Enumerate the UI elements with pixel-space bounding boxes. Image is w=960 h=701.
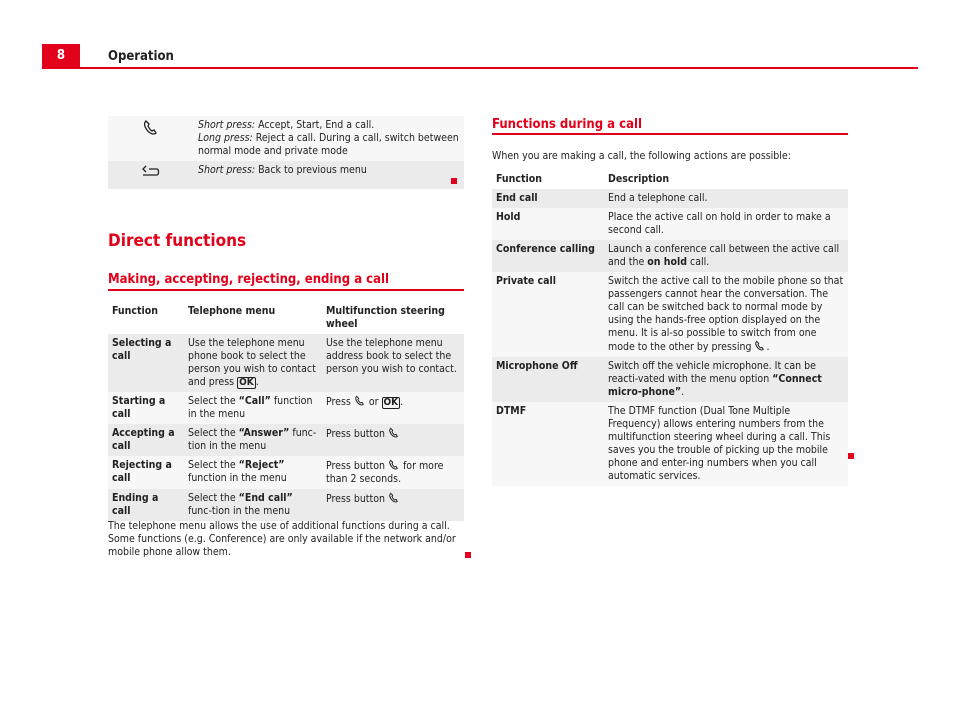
long-press-label: Long press: <box>198 132 253 144</box>
long-press-text: Reject a call. During a call, switch between normal mode and private mode <box>198 132 459 157</box>
table-row <box>108 456 464 489</box>
desc-cell: The DTMF function (Dual Tone Multiple Frequency) allows entering numbers from the multifunction steering wheel during a call. This saves you the trouble of picking up the mobile phone and enter-ing numbers when you call automatic services. <box>604 402 848 486</box>
function-cell: Ending a call <box>108 489 184 521</box>
icon-cell <box>108 161 194 189</box>
during-call-table <box>492 170 848 486</box>
menu-cell: Select the “Reject” function in the menu <box>184 456 322 489</box>
phone-icon <box>354 395 366 407</box>
phone-icon <box>388 427 400 439</box>
table-row <box>492 357 848 402</box>
col-header: Function <box>492 170 604 189</box>
function-cell: Selecting a call <box>108 334 184 392</box>
desc-cell: Switch off the vehicle microphone. It can be reacti-vated with the menu option “Connect micro-phone”. <box>604 357 848 402</box>
menu-cell: Select the “Answer” func-tion in the menu <box>184 424 322 456</box>
wheel-cell: Press or OK . <box>322 392 464 424</box>
heading-rule <box>108 289 464 291</box>
table-row <box>492 402 848 486</box>
function-cell: Conference calling <box>492 240 604 272</box>
section-heading: Direct functions <box>108 231 247 251</box>
col-header: Description <box>604 170 848 189</box>
table-row <box>108 334 464 392</box>
ok-button-icon: OK <box>383 397 399 408</box>
function-cell: Private call <box>492 272 604 357</box>
intro-text: When you are making a call, the following actions are possible: <box>492 150 791 162</box>
section-end-marker <box>848 453 854 459</box>
function-cell: Hold <box>492 208 604 240</box>
table-row <box>492 189 848 208</box>
control-desc <box>194 161 464 189</box>
menu-cell: Select the “Call” function in the menu <box>184 392 322 424</box>
back-arrow-icon <box>141 164 161 178</box>
table-row <box>492 272 848 357</box>
wheel-cell: Press button <box>322 424 464 456</box>
table-row <box>108 489 464 521</box>
section-end-marker <box>465 552 471 558</box>
table-header <box>492 170 848 189</box>
ok-button-icon: OK <box>239 377 254 388</box>
function-cell: DTMF <box>492 402 604 486</box>
table-row <box>108 161 464 189</box>
phone-icon <box>388 459 400 471</box>
wheel-cell: Use the telephone menu address book to select the person you wish to contact. <box>322 334 464 392</box>
short-press-text: Accept, Start, End a call. <box>255 119 375 131</box>
header-rule <box>42 67 918 69</box>
table-header <box>108 302 464 334</box>
desc-cell: Switch the active call to the mobile phone so that passengers cannot hear the conversation. The call can be switched back to normal mode by using the hands-free option displayed on the menu. It is al-so possible to switch from one mode to the other by pressing . <box>604 272 848 357</box>
table-row <box>108 424 464 456</box>
page-number: 8 <box>42 44 80 68</box>
table-row <box>108 116 464 161</box>
subsection-heading: Making, accepting, rejecting, ending a call <box>108 272 389 287</box>
desc-cell: Place the active call on hold in order to make a second call. <box>604 208 848 240</box>
control-desc <box>194 116 464 161</box>
short-press-text: Back to previous menu <box>255 164 367 176</box>
table-row <box>492 240 848 272</box>
page-title: Operation <box>108 49 174 64</box>
phone-icon <box>388 492 400 504</box>
note-paragraph: The telephone menu allows the use of additional functions during a call. Some functions (e.g. Conference) are only available if the network and/or mobile phone allow them. <box>108 520 456 558</box>
wheel-cell: Press button for more than 2 seconds. <box>322 456 464 489</box>
col-header: Function <box>108 302 184 334</box>
short-press-label: Short press: <box>198 164 256 176</box>
short-press-label: Short press: <box>198 119 256 131</box>
phone-icon <box>142 119 160 137</box>
desc-cell: Launch a conference call between the active call and the on hold call. <box>604 240 848 272</box>
function-cell: Starting a call <box>108 392 184 424</box>
function-cell: Accepting a call <box>108 424 184 456</box>
heading-rule <box>492 133 848 135</box>
desc-cell: End a telephone call. <box>604 189 848 208</box>
table-row <box>108 392 464 424</box>
icon-cell <box>108 116 194 161</box>
section-heading: Functions during a call <box>492 117 642 132</box>
control-buttons-table <box>108 116 464 189</box>
function-cell: Rejecting a call <box>108 456 184 489</box>
col-header: Telephone menu <box>184 302 322 334</box>
table-row <box>492 208 848 240</box>
menu-cell: Use the telephone menu phone book to select the person you wish to contact and press OK . <box>184 334 322 392</box>
col-header: Multifunction steering wheel <box>322 302 464 334</box>
direct-functions-table <box>108 302 464 521</box>
wheel-cell: Press button <box>322 489 464 521</box>
function-cell: Microphone Off <box>492 357 604 402</box>
section-end-marker <box>451 178 457 184</box>
function-cell: End call <box>492 189 604 208</box>
phone-icon <box>754 340 766 352</box>
menu-cell: Select the “End call” func-tion in the menu <box>184 489 322 521</box>
